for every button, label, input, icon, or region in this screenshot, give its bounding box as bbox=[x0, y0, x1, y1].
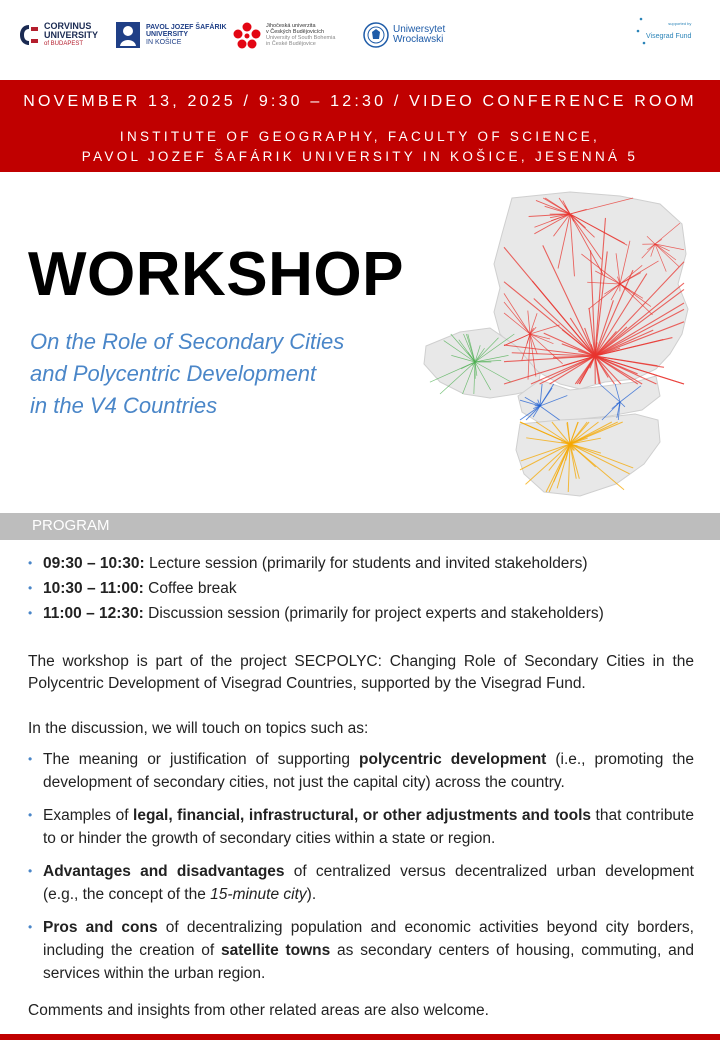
project-description: The workshop is part of the project SECPOLYC: Changing Role of Secondary Cities in the Polycentric Development of Visegrad Countries, supported by the Visegrad Fund. bbox=[28, 653, 694, 692]
bullet-icon: • bbox=[28, 556, 33, 570]
subtitle-line-2: and Polycentric Development bbox=[30, 361, 317, 386]
page-title: WORKSHOP bbox=[28, 240, 404, 309]
bullet-icon: • bbox=[28, 864, 33, 878]
program-time: 11:00 – 12:30: bbox=[43, 605, 144, 622]
topic-item bbox=[28, 748, 694, 794]
program-item bbox=[28, 601, 708, 626]
topics-list bbox=[28, 748, 694, 985]
wroclaw-logo bbox=[363, 22, 445, 48]
visegrad-sup: supported by bbox=[668, 20, 692, 26]
wroclaw-line1: Uniwersytet bbox=[393, 23, 446, 35]
topic-item bbox=[28, 860, 694, 906]
visegrad-name: Visegrad Fund bbox=[646, 32, 692, 40]
upjs-portrait-icon bbox=[116, 22, 140, 48]
topic-text: (i.e., promoting the development of secondary cities, not just the capital city) across the country. bbox=[43, 751, 694, 791]
subtitle-line-1: On the Role of Secondary Cities bbox=[30, 329, 345, 354]
program-label: PROGRAM bbox=[32, 517, 110, 534]
topic-text: Examples of bbox=[43, 807, 134, 824]
topic-text: as secondary centers of housing, commuting, and services within the urban region. bbox=[43, 942, 695, 982]
topic-bold: Advantages and disadvantages bbox=[43, 863, 285, 880]
upjs-line1: PAVOL JOZEF ŠAFÁRIK bbox=[146, 23, 227, 31]
topic-bold: satellite towns bbox=[220, 942, 331, 959]
upjs-logo bbox=[116, 22, 227, 48]
visegrad-dots-icon bbox=[636, 16, 646, 46]
bullet-icon: • bbox=[28, 920, 33, 934]
logo-bar bbox=[0, 0, 720, 78]
program-text: Coffee break bbox=[143, 580, 237, 597]
footer-divider bbox=[0, 1034, 720, 1040]
event-venue bbox=[0, 127, 720, 167]
visegrad-fund-logo bbox=[636, 16, 691, 46]
bullet-icon: • bbox=[28, 808, 33, 822]
topic-bold: polycentric development bbox=[359, 751, 547, 768]
topic-italic: 15-minute city bbox=[210, 886, 307, 903]
venue-line-2: PAVOL JOZEF ŠAFÁRIK UNIVERSITY IN KOŠICE, JESENNÁ 5 bbox=[81, 149, 639, 164]
wroclaw-seal-icon bbox=[363, 22, 389, 48]
topic-text: The meaning or justification of supporting bbox=[43, 751, 360, 768]
closing-note: Comments and insights from other related areas are also welcome. bbox=[28, 1002, 489, 1019]
topic-text: of decentralizing population and economic activities beyond city borders, including the creation of bbox=[43, 919, 694, 959]
program-item bbox=[28, 551, 708, 576]
program-time: 09:30 – 10:30: bbox=[43, 555, 145, 572]
program-text: Lecture session (primarily for students and invited stakeholders) bbox=[144, 555, 588, 572]
bullet-icon: • bbox=[28, 606, 33, 620]
corvinus-line2: UNIVERSITY bbox=[44, 30, 99, 41]
jcu-line3: University of South Bohemia bbox=[266, 35, 336, 41]
corvinus-emblem-icon bbox=[18, 23, 40, 47]
corvinus-line3: of BUDAPEST bbox=[44, 40, 84, 47]
bullet-icon: • bbox=[28, 752, 33, 766]
event-banner bbox=[0, 80, 720, 172]
program-item bbox=[28, 576, 708, 601]
venue-line-1: INSTITUTE OF GEOGRAPHY, FACULTY OF SCIENCE, bbox=[119, 129, 601, 144]
topic-text: that contribute to or hinder the growth of secondary cities within a state or region. bbox=[43, 807, 694, 847]
jcu-logo bbox=[232, 22, 335, 50]
corvinus-line1: CORVINUS bbox=[44, 21, 92, 31]
bullet-icon: • bbox=[28, 581, 33, 595]
program-text: Discussion session (primarily for project experts and stakeholders) bbox=[143, 605, 604, 622]
topic-text: ). bbox=[306, 886, 317, 903]
topic-item bbox=[28, 804, 694, 850]
topics-intro: In the discussion, we will touch on topics such as: bbox=[28, 720, 369, 737]
wroclaw-line2: Wrocławski bbox=[393, 34, 444, 45]
page-subtitle bbox=[30, 326, 420, 422]
topic-item bbox=[28, 916, 694, 985]
program-time: 10:30 – 11:00: bbox=[43, 580, 144, 597]
topic-bold: Pros and cons bbox=[43, 919, 158, 936]
subtitle-line-3: in the V4 Countries bbox=[30, 393, 218, 418]
event-date-line: NOVEMBER 13, 2025 / 9:30 – 12:30 / VIDEO CONFERENCE ROOM bbox=[23, 93, 697, 110]
jcu-line1: Jihočeská univerzita bbox=[266, 23, 316, 30]
v4-flow-map-icon bbox=[420, 184, 710, 504]
corvinus-logo bbox=[18, 22, 98, 47]
program-list bbox=[28, 551, 708, 626]
jcu-dots-icon bbox=[232, 22, 262, 50]
upjs-line3: IN KOŠICE bbox=[146, 38, 182, 46]
program-header bbox=[0, 513, 720, 540]
jcu-line2: v Českých Budějovicích bbox=[266, 29, 325, 36]
topic-bold: legal, financial, infrastructural, or other adjustments and tools bbox=[133, 807, 592, 824]
jcu-line4: in České Budějovice bbox=[266, 40, 316, 47]
topic-text: of centralized versus decentralized urban development (e.g., the concept of the bbox=[43, 863, 694, 903]
upjs-line2: UNIVERSITY bbox=[146, 31, 189, 39]
